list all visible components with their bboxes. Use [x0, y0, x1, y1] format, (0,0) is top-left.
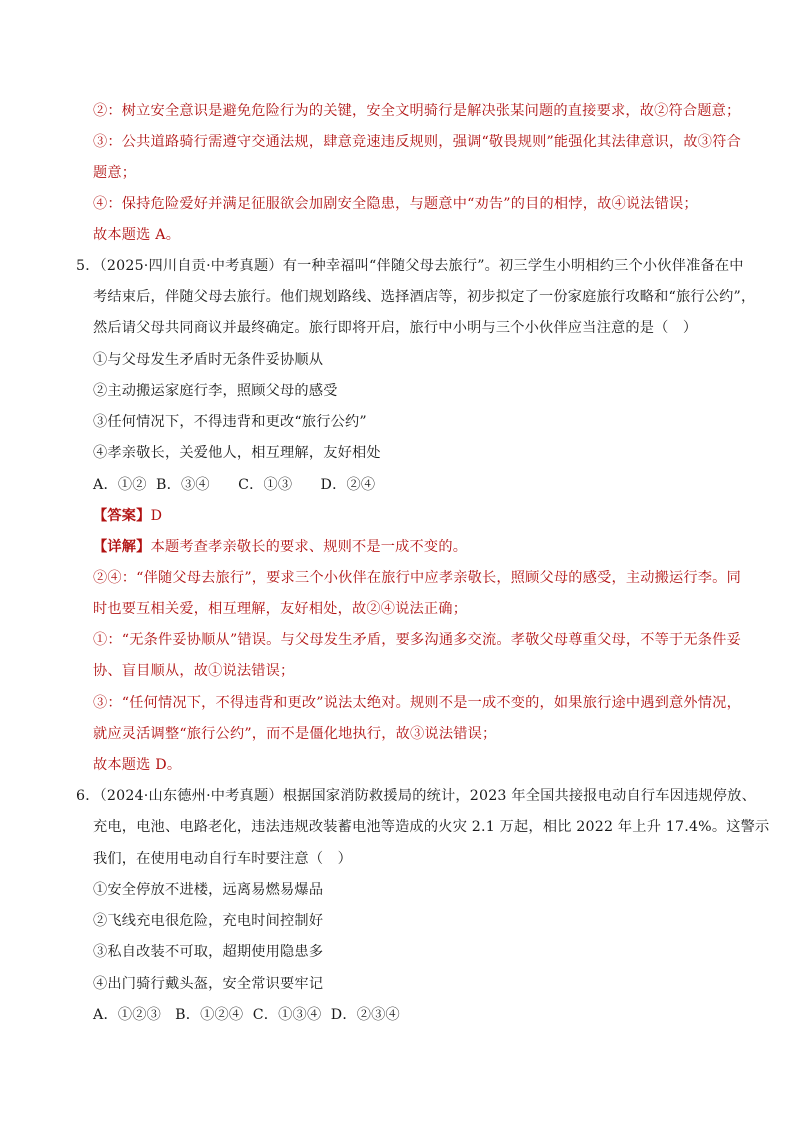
q5-explanation-2a: ①：“无条件妥协顺从”错误。与父母发生矛盾，要多沟通多交流。孝敬父母尊重父母，不等于无条件妥 — [93, 632, 741, 648]
q5-stem-line-3: 然后请父母共同商议并最终确定。旅行即将开启，旅行中小明与三个小伙伴应当注意的是（ ） — [93, 320, 698, 336]
q5-explanation-1b: 时也要互相关爱，相互理解，友好相处，故②④说法正确； — [93, 601, 468, 617]
q5-explanation-3b: 就应灵活调整“旅行公约”，而不是僵化地执行，故③说法错误； — [93, 726, 497, 742]
q5-option-2: ②主动搬运家庭行李，照顾父母的感受 — [93, 383, 338, 399]
q5-answer — [93, 506, 162, 526]
detail-text: 本题考查孝亲敬长的要求、规则不是一成不变的。 — [150, 539, 468, 555]
q5-choices: A．①② B．③④ C．①③ D．②④ — [93, 477, 376, 493]
detail-tag: 【详解】 — [93, 539, 151, 555]
q5-explanation-3a: ③：“任何情况下，不得违背和更改”说法太绝对。规则不是一成不变的，如果旅行途中遇到意外情况， — [93, 695, 741, 711]
answer-value: D — [150, 508, 163, 524]
q5-stem-line-1: 5．（2025·四川自贡·中考真题）有一种幸福叫“伴随父母去旅行”。初三学生小明相约三个小伙伴准备在中 — [76, 258, 744, 274]
q5-option-4: ④孝亲敬长，关爱他人，相互理解，友好相处 — [93, 445, 381, 461]
q6-option-4: ④出门骑行戴头盔，安全常识要牢记 — [93, 976, 324, 992]
prev-explanation-line-4: ④：保持危险爱好并满足征服欲会加剧安全隐患，与题意中“劝告”的目的相悖，故④说法错误； — [93, 196, 698, 212]
q6-stem-line-3: 我们，在使用电动自行车时要注意（ ） — [93, 851, 352, 867]
q5-detail — [93, 537, 467, 557]
q5-conclusion: 故本题选 D。 — [93, 757, 182, 773]
prev-explanation-line-1: ②：树立安全意识是避免危险行为的关键，安全文明骑行是解决张某问题的直接要求，故②符合题意； — [93, 103, 741, 119]
q6-option-3: ③私自改装不可取，超期使用隐患多 — [93, 944, 324, 960]
prev-explanation-line-3: 题意； — [93, 165, 137, 181]
q6-option-2: ②飞线充电很危险，充电时间控制好 — [93, 913, 324, 929]
answer-tag: 【答案】 — [93, 508, 151, 524]
q6-stem-line-1: 6．（2024·山东德州·中考真题）根据国家消防救援局的统计，2023 年全国共接报电动自行车因违规停放、 — [76, 788, 756, 804]
prev-explanation-line-2: ③：公共道路骑行需遵守交通法规，肆意竞速违反规则，强调“敬畏规则”能强化其法律意识，故③符合 — [93, 134, 741, 150]
q6-option-1: ①安全停放不进楼，远离易燃易爆品 — [93, 882, 324, 898]
q6-stem-line-2: 充电，电池、电路老化，违法违规改装蓄电池等造成的火灾 2.1 万起，相比 2022 年上升 17.4%。这警示 — [93, 819, 770, 835]
q5-option-3: ③任何情况下，不得违背和更改“旅行公约” — [93, 414, 367, 430]
q5-option-1: ①与父母发生矛盾时无条件妥协顺从 — [93, 352, 324, 368]
q5-explanation-2b: 协、盲目顺从，故①说法错误； — [93, 663, 295, 679]
prev-conclusion: 故本题选 A。 — [93, 227, 181, 243]
q6-choices: A．①②③ B．①②④ C．①③④ D．②③④ — [93, 1007, 400, 1023]
q5-explanation-1a: ②④：“伴随父母去旅行”，要求三个小伙伴在旅行中应孝亲敬长，照顾父母的感受，主动搬运行李。同 — [93, 570, 741, 586]
q5-stem-line-2: 考结束后，伴随父母去旅行。他们规划路线、选择酒店等，初步拟定了一份家庭旅行攻略和“旅行公约”， — [93, 289, 756, 305]
